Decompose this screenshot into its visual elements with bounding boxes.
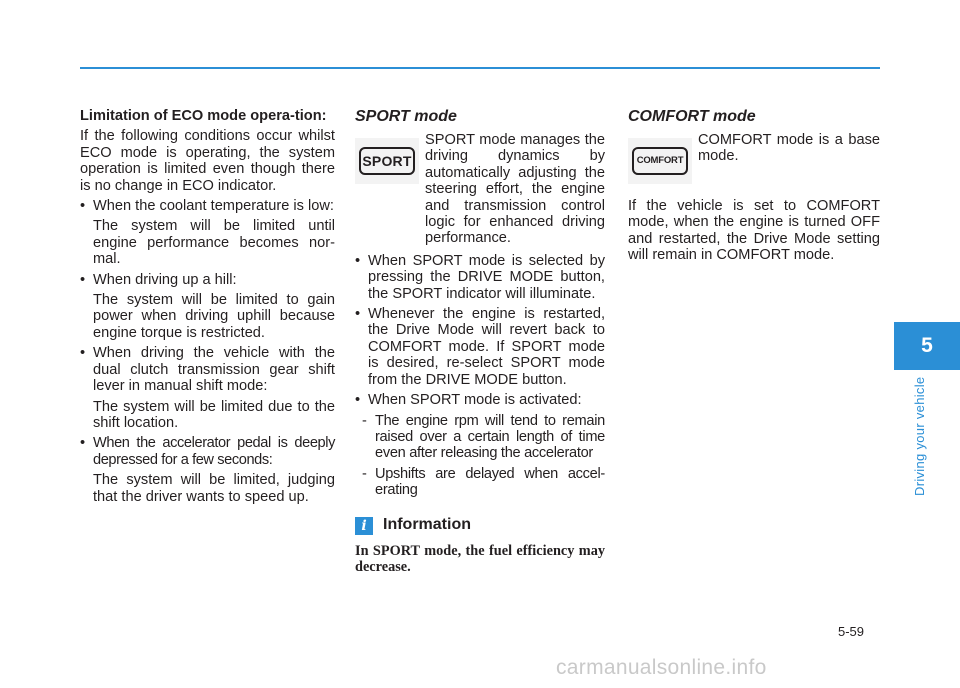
comfort-button-icon — [628, 138, 692, 184]
bullet-coolant: • When the coolant temperature is low: — [80, 198, 335, 214]
dash-mark: - — [362, 412, 367, 429]
detail-accelerator: The system will be limited, judging that the driver wants to speed up. — [93, 472, 335, 505]
detail-manual-shift: The system will be limited due to the shift location. — [93, 398, 335, 431]
sport-sub-rpm-text: The engine rpm will tend to remain raised over a certain length of time even after releasing the accelerator — [375, 412, 605, 462]
bullet-hill: • When driving up a hill: — [80, 272, 335, 288]
detail-coolant: The system will be limited until engine performance becomes nor-mal. — [93, 218, 335, 268]
sport-bullet-select: • When SPORT mode is selected by pressing the DRIVE MODE button, the SPORT indicator will illuminate. — [355, 253, 605, 302]
information-text: In SPORT mode, the fuel efficiency may decrease. — [355, 542, 605, 575]
sport-button-icon — [355, 138, 419, 184]
sport-sub-upshift — [355, 466, 605, 499]
sport-sub-upshift-text: Upshifts are delayed when accel-erating — [375, 465, 605, 499]
sport-mode-title: SPORT mode — [355, 108, 457, 125]
comfort-description: COMFORT mode is a base mode. — [698, 132, 880, 165]
sport-bullet-restart: • Whenever the engine is restarted, the Drive Mode will revert back to COMFORT mode. If SPORT mode is desired, re-select SPORT mode from the DRIVE MODE button. — [355, 306, 605, 388]
information-title: Information — [383, 516, 471, 534]
comfort-intro — [628, 132, 880, 192]
dash-mark: - — [362, 465, 367, 482]
comfort-mode-column — [628, 108, 880, 268]
bullet-accelerator: • When the accelerator pedal is deeply depressed for a few seconds: — [80, 435, 335, 468]
information-header — [355, 517, 605, 535]
detail-hill: The system will be limited to gain power when driving uphill because engine torque is restricted. — [93, 292, 335, 341]
sport-intro — [355, 132, 605, 247]
chapter-tab: 5 — [894, 322, 960, 370]
eco-limitation-intro: If the following conditions occur whilst ECO mode is operating, the system operation is limited even though there is no change in ECO indicator. — [80, 128, 335, 194]
eco-limitation-heading: Limitation of ECO mode opera-tion: — [80, 108, 327, 124]
page-number: 5-59 — [838, 624, 865, 639]
bullet-manual-shift: • When driving the vehicle with the dual clutch transmission gear shift lever in manual shift mode: — [80, 345, 335, 394]
sport-badge-label: SPORT — [359, 147, 415, 175]
top-rule — [80, 67, 880, 69]
comfort-badge-label: COMFORT — [632, 147, 688, 175]
comfort-mode-title: COMFORT mode — [628, 108, 756, 125]
sport-description: SPORT mode manages the driving dynamics by automatically adjusting the steering effort, the engine and transmission control logic for enhanced driving performance. — [425, 132, 605, 247]
watermark: carmanualsonline.info — [556, 656, 767, 679]
chapter-label: Driving your vehicle — [912, 376, 927, 496]
sport-mode-column — [355, 108, 605, 575]
sport-bullet-activated: • When SPORT mode is activated: — [355, 392, 605, 408]
sport-sub-rpm — [355, 413, 605, 462]
comfort-paragraph: If the vehicle is set to COMFORT mode, when the engine is turned OFF and restarted, the Drive Mode setting will remain in COMFORT mode. — [628, 198, 880, 264]
information-icon: i — [355, 517, 373, 535]
eco-limitation-column — [80, 108, 335, 509]
